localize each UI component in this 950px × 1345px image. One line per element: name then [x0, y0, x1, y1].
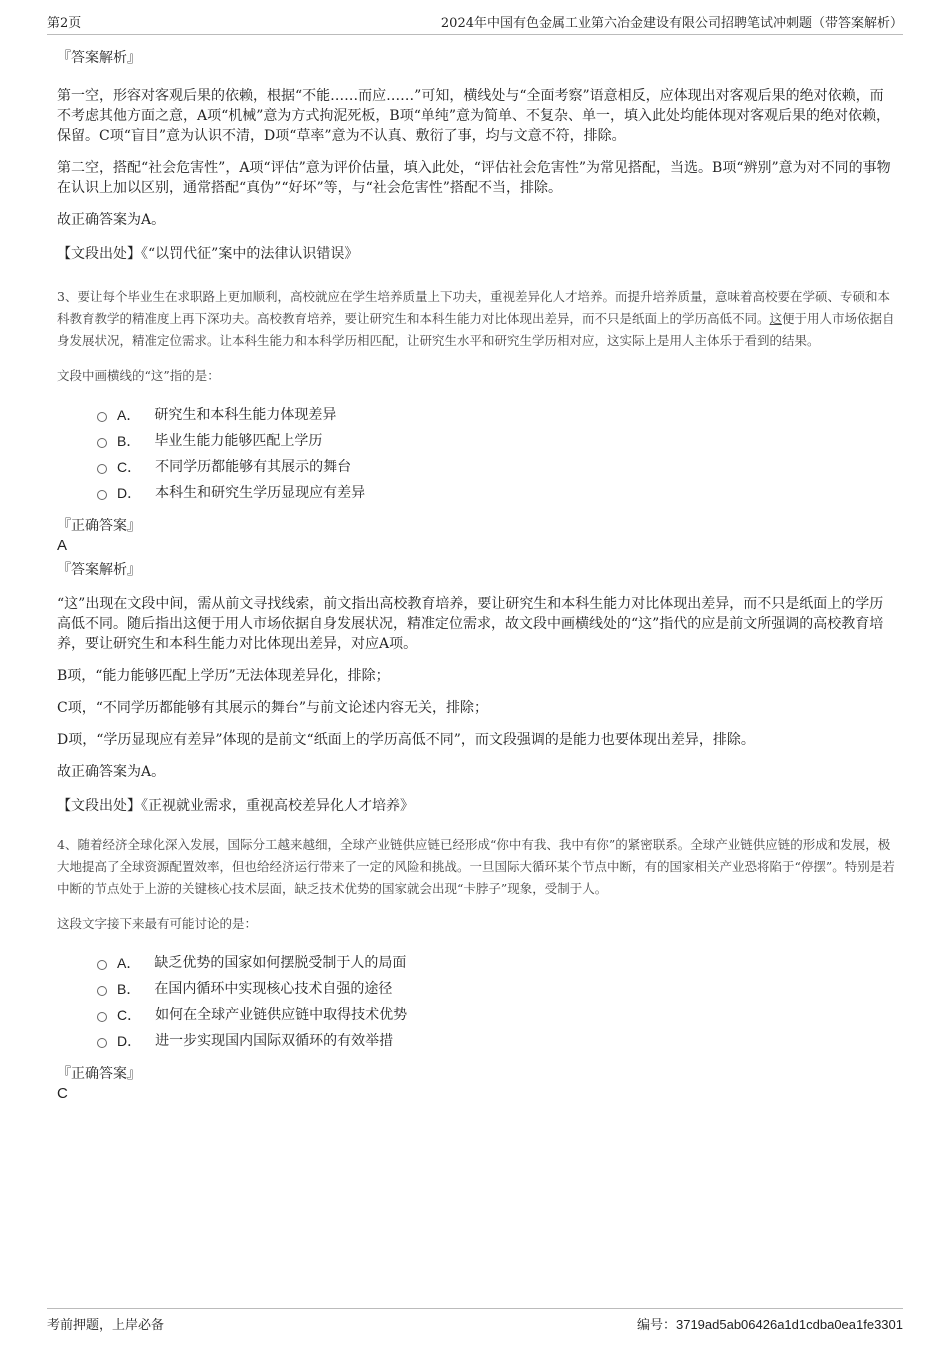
page-content — [57, 44, 895, 1108]
underlined-word: 这 — [769, 311, 783, 326]
question-prompt: 文段中画横线的“这”指的是： — [57, 368, 220, 383]
analysis-paragraph: 故正确答案为A。 — [57, 212, 166, 228]
source-citation: 【文段出处】《“以罚代征”案中的法律认识错误》 — [57, 246, 359, 262]
radio-icon[interactable] — [97, 490, 107, 500]
radio-icon[interactable] — [97, 412, 107, 422]
correct-answer-label: 『正确答案』 — [57, 1066, 141, 1082]
radio-icon[interactable] — [97, 960, 107, 970]
analysis-label: 『答案解析』 — [57, 50, 141, 66]
analysis-label: 『答案解析』 — [57, 562, 141, 578]
correct-answer: A — [57, 537, 68, 554]
option-b[interactable]: B． 毕业生能力能够匹配上学历 — [97, 428, 895, 454]
analysis-paragraph: 第二空，搭配“社会危害性”，A项“评估”意为评价估量，填入此处，“评估社会危害性”为常见搭配，当选。B项“辨别”意为对不同的事物在认识上加以区别，通常搭配“真伪”“好坏”等，与“社会危害性”搭配不当，排除。 — [57, 160, 891, 196]
option-d[interactable]: D． 本科生和研究生学历显现应有差异 — [97, 480, 895, 506]
question-3 — [57, 286, 895, 816]
radio-icon[interactable] — [97, 986, 107, 996]
options-list — [97, 950, 895, 1054]
correct-answer: C — [57, 1085, 68, 1102]
page-footer — [47, 1308, 903, 1333]
question-text: 4、随着经济全球化深入发展，国际分工越来越细，全球产业链供应链已经形成“你中有我、我中有你”的紧密联系。全球产业链供应链的形成和发展，极大地提高了全球资源配置效率，但也给经济运行带来了一定的风险和挑战。一旦国际大循环某个节点中断，有的国家相关产业恐将陷于“停摆”。特别是若中断的节点处于上游的关键核心技术层面，缺乏技术优势的国家就会出现“卡脖子”现象，受制于人。 — [57, 837, 895, 896]
option-a[interactable]: A． 缺乏优势的国家如何摆脱受制于人的局面 — [97, 950, 895, 976]
analysis-paragraph: B项，“能力能够匹配上学历”无法体现差异化，排除； — [57, 668, 390, 684]
analysis-paragraph: 故正确答案为A。 — [57, 764, 166, 780]
question-prompt: 这段文字接下来最有可能讨论的是： — [57, 916, 258, 931]
q2-analysis — [57, 48, 895, 264]
analysis-paragraph: C项，“不同学历都能够有其展示的舞台”与前文论述内容无关，排除； — [57, 700, 489, 716]
document-title: 2024年中国有色金属工业第六冶金建设有限公司招聘笔试冲刺题（带答案解析） — [440, 16, 903, 31]
document-code: 编号：3719ad5ab06426a1d1cdba0ea1fe3301 — [636, 1317, 903, 1333]
options-list — [97, 402, 895, 506]
option-b[interactable]: B． 在国内循环中实现核心技术自强的途径 — [97, 976, 895, 1002]
option-d[interactable]: D． 进一步实现国内国际双循环的有效举措 — [97, 1028, 895, 1054]
radio-icon[interactable] — [97, 1038, 107, 1048]
radio-icon[interactable] — [97, 464, 107, 474]
source-citation: 【文段出处】《正视就业需求，重视高校差异化人才培养》 — [57, 798, 414, 814]
option-a[interactable]: A． 研究生和本科生能力体现差异 — [97, 402, 895, 428]
page-number: 第2页 — [47, 16, 82, 31]
analysis-paragraph: “这”出现在文段中间，需从前文寻找线索，前文指出高校教育培养，要让研究生和本科生能力对比体现出差异，而不只是纸面上的学历高低不同。随后指出这便于用人市场依据自身发展状况，精准定位需求，故文段中画横线处的“这”指代的应是前文所强调的高校教育培养，要让研究生和本科生能力对比体现出差异，对应A项。 — [57, 596, 884, 652]
radio-icon[interactable] — [97, 1012, 107, 1022]
question-text: 3、要让每个毕业生在求职路上更加顺利，高校就应在学生培养质量上下功夫，重视差异化人才培养。而提升培养质量，意味着高校要在学硕、专硕和本科教育教学的精准度上再下深功夫。高校教育培养，要让研究生和本科生能力对比体现出差异，而不只是纸面上的学历高低不同。这便于用人市场依据自身发展状况，精准定位需求。让本科生能力和本科学历相匹配，让研究生水平和研究生学历相对应，这实际上是用人主体乐于看到的结果。 — [57, 289, 895, 348]
option-c[interactable]: C． 不同学历都能够有其展示的舞台 — [97, 454, 895, 480]
correct-answer-label: 『正确答案』 — [57, 518, 141, 534]
footer-slogan: 考前押题，上岸必备 — [47, 1318, 165, 1333]
option-c[interactable]: C． 如何在全球产业链供应链中取得技术优势 — [97, 1002, 895, 1028]
radio-icon[interactable] — [97, 438, 107, 448]
question-4 — [57, 834, 895, 1104]
analysis-paragraph: D项，“学历显现应有差异”体现的是前文“纸面上的学历高低不同”，而文段强调的是能力也要体现出差异，排除。 — [57, 732, 755, 748]
page-header — [47, 12, 903, 35]
analysis-paragraph: 第一空，形容对客观后果的依赖，根据“不能……而应……”可知，横线处与“全面考察”语意相反，应体现出对客观后果的绝对依赖，而不考虑其他方面之意，A项“机械”意为方式拘泥死板，B项“单纯”意为简单、不复杂、单一，填入此处均能体现对客观后果的绝对依赖，保留。C项“盲目”意为认识不清，D项“草率”意为不认真、敷衍了事，均与文意不符，排除。 — [57, 88, 891, 144]
